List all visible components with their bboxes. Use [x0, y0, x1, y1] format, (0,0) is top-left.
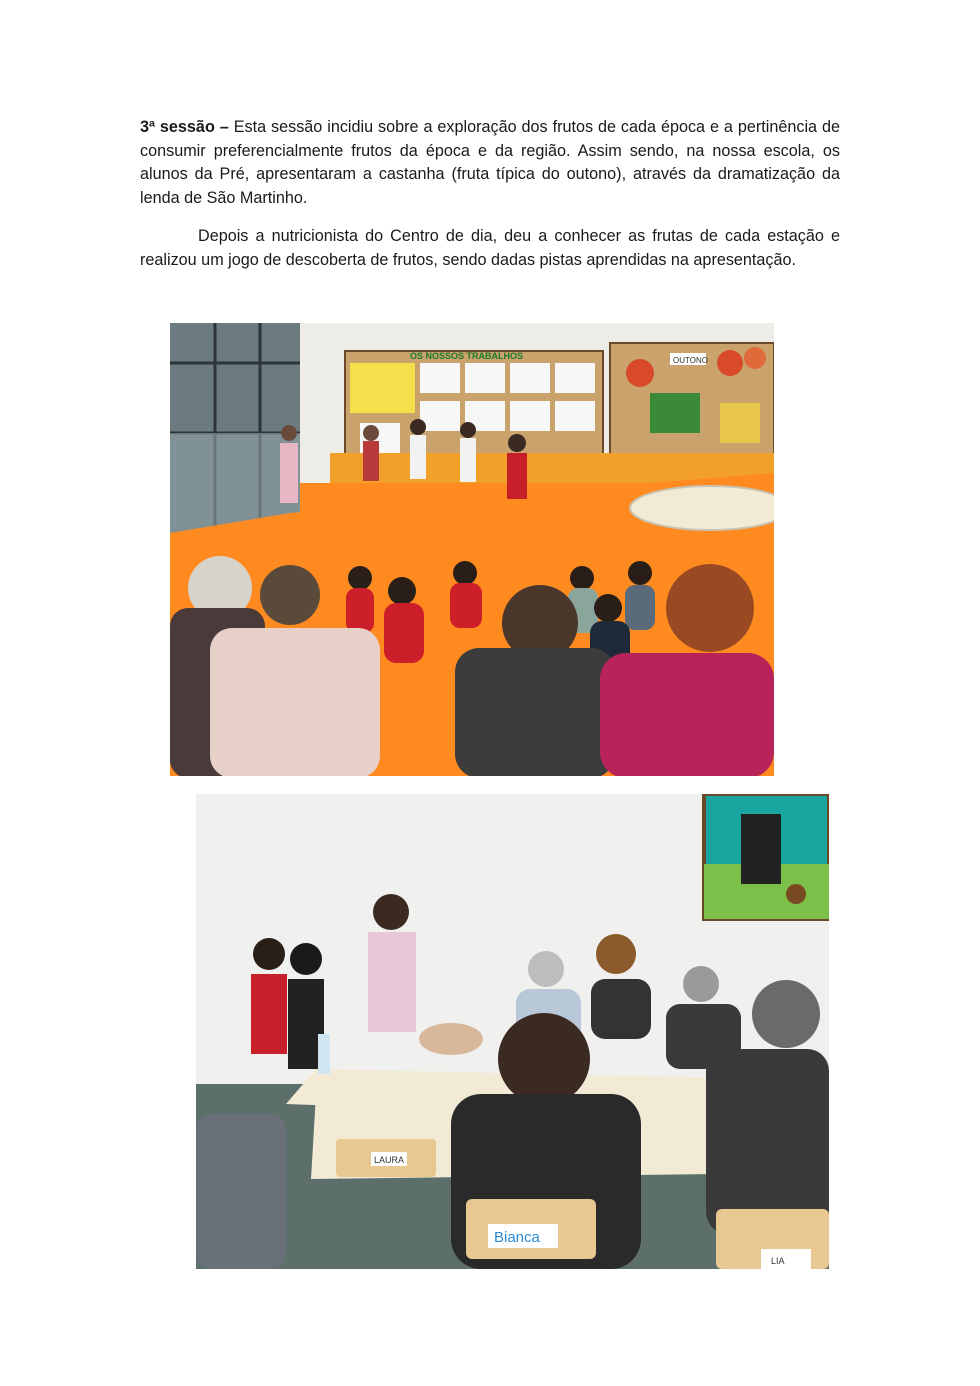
chair-label-lia: LIA	[771, 1256, 785, 1266]
session-lead: 3ª sessão –	[140, 118, 229, 136]
classroom-photo	[170, 323, 774, 776]
chair-label-bianca: Bianca	[494, 1229, 540, 1246]
board-tag: OUTONO	[673, 356, 708, 365]
dining-room-scene	[196, 794, 829, 1269]
paragraph-2: Depois a nutricionista do Centro de dia, deu a conhecer as frutas de cada estação e realizou um jogo de descoberta de frutos, sendo dadas pistas aprendidas na apresentação.	[140, 227, 840, 269]
paragraph-1-body: Esta sessão incidiu sobre a exploração dos frutos de cada época e a pertinência de consumir preferencialmente frutos da época e da região. Assim sendo, na nossa escola, os alunos da Pré, apresentaram a castanha (fruta típica do outono), através da dramatização da lenda de São Martinho.	[140, 118, 840, 207]
board-caption: OS NOSSOS TRABALHOS	[410, 351, 524, 361]
classroom-scene	[170, 323, 774, 776]
chair-label-laura: LAURA	[374, 1155, 405, 1165]
session-text	[140, 116, 840, 273]
paragraph-1	[140, 116, 840, 210]
dining-room-photo	[196, 794, 829, 1269]
